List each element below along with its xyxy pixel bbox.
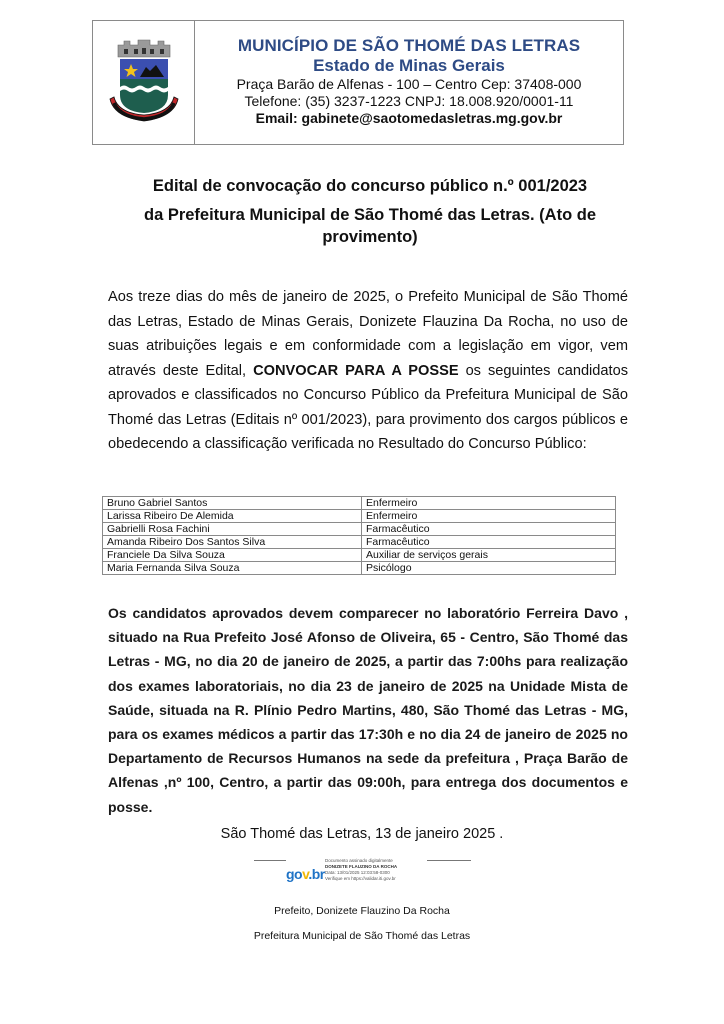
candidate-position: Enfermeiro	[362, 497, 616, 510]
intro-text-end: os seguintes candidatos aprovados e classificados no Concurso Público da Prefeitura Municipal de São Thomé das Letras (Editais nº 001/2023), para provimento dos cargos públicos e obedecendo a classificação verificada no Resultado do Concurso Público:	[108, 362, 628, 452]
institution-line: Prefeitura Municipal de São Thomé das Letras	[253, 930, 471, 942]
candidate-name: Amanda Ribeiro Dos Santos Silva	[103, 536, 362, 549]
crest-cell	[93, 21, 195, 144]
candidate-name: Bruno Gabriel Santos	[103, 497, 362, 510]
letterhead	[92, 20, 624, 145]
candidate-position: Farmacêutico	[362, 523, 616, 536]
candidate-position: Psicólogo	[362, 562, 616, 575]
table-row	[103, 536, 616, 549]
candidate-position: Farmacêutico	[362, 536, 616, 549]
table-row	[103, 549, 616, 562]
intro-paragraph	[108, 285, 628, 457]
municipality-name: MUNICÍPIO DE SÃO THOMÉ DAS LETRAS	[237, 36, 581, 55]
signature-signer: DONIZETE FLAUZINO DA ROCHA	[325, 864, 398, 869]
table-row	[103, 562, 616, 575]
candidate-name: Maria Fernanda Silva Souza	[103, 562, 362, 575]
instructions-paragraph: Os candidatos aprovados devem comparecer no laboratório Ferreira Davo , situado na Rua Prefeito José Afonso de Oliveira, 65 - Centro, São Thomé das Letras - MG, no dia 20 de janeiro de 2025, a partir das 7:00hs para realização dos exames laboratoriais, no dia 23 de janeiro de 2025 na Unidade Mista de Saúde, situada na R. Plínio Pedro Martins, 480, São Thomé das Letras - MG, para os exames médicos a partir das 17:30h e no dia 24 de janeiro de 2025 no Departamento de Recursos Humanos na sede da prefeitura , Praça Barão de Alfenas ,nº 100, Centro, a partir das 09:00h, para entrega dos documentos e posse.	[108, 605, 628, 815]
signature-date: Data: 13/01/2025 12:03:58-0300	[325, 870, 390, 875]
candidate-position: Auxiliar de serviços gerais	[362, 549, 616, 562]
letterhead-text	[195, 21, 623, 127]
table-row	[103, 523, 616, 536]
signature-verify-link[interactable]: Verifique em https://validar.iti.gov.br	[325, 876, 396, 881]
signer-line: Prefeito, Donizete Flauzino Da Rocha	[274, 905, 450, 917]
email: Email: gabinete@saotomedasletras.mg.gov.br	[255, 110, 563, 126]
table-row	[103, 510, 616, 523]
phone-cnpj: Telefone: (35) 3237-1223 CNPJ: 18.008.920/0001-11	[244, 93, 574, 109]
candidate-name: Larissa Ribeiro De Alemida	[103, 510, 362, 523]
address: Praça Barão de Alfenas - 100 – Centro Cep: 37408-000	[236, 76, 582, 92]
candidate-name: Gabrielli Rosa Fachini	[103, 523, 362, 536]
intro-bold-phrase: CONVOCAR PARA A POSSE	[253, 362, 459, 379]
state-name: Estado de Minas Gerais	[313, 56, 505, 75]
municipal-coat-of-arms-icon	[104, 37, 184, 125]
signature-label: Documento assinado digitalmente	[325, 858, 393, 863]
document-title-line-2: da Prefeitura Municipal de São Thomé das Letras. (Ato de provimento)	[143, 206, 596, 246]
intro-text-start: Aos treze dias do mês de janeiro de 2025, o Prefeito Municipal de São Thomé das Letras, Estado de Minas Gerais, Donizete Flauzina Da Rocha, no uso de suas atribuições legais e em conformidade com a legislação em vigor, vem através deste Edital,	[108, 289, 628, 379]
table-row	[103, 497, 616, 510]
candidate-name: Franciele Da Silva Souza	[103, 549, 362, 562]
signature-rule-right	[427, 860, 471, 861]
digital-signature-stamp	[325, 858, 397, 882]
candidates-table	[102, 496, 616, 575]
signature-rule-left	[254, 860, 286, 861]
place-and-date: São Thomé das Letras, 13 de janeiro 2025 .	[220, 826, 504, 842]
govbr-logo-icon: gov.br	[286, 866, 325, 882]
document-title-line-1: Edital de convocação do concurso público n.º 001/2023	[152, 177, 588, 195]
candidate-position: Enfermeiro	[362, 510, 616, 523]
